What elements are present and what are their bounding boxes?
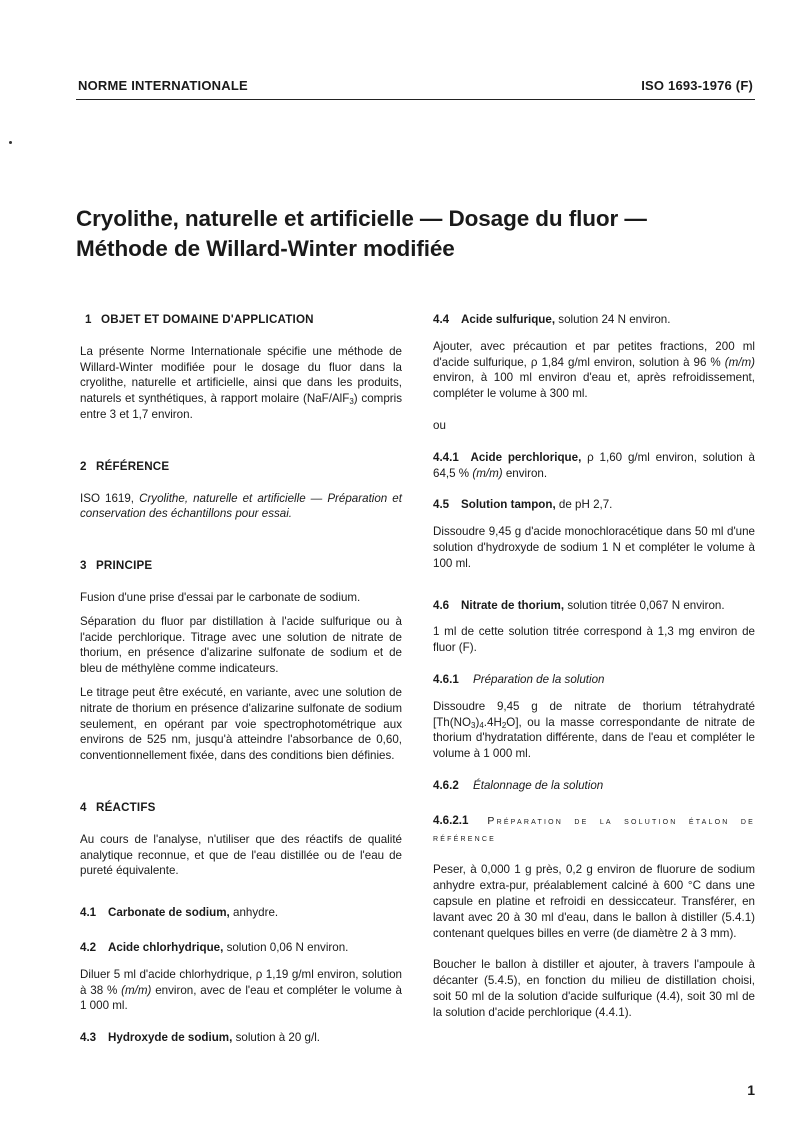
subsection-number: 4.4.1: [433, 450, 459, 464]
reference-number: ISO 1619,: [80, 491, 135, 505]
section-4-paragraph: Au cours de l'analyse, n'utiliser que des réactifs de qualité analytique reconnue, et que de l'eau distillée ou de l'eau de pureté équivalente.: [80, 832, 402, 878]
section-4-3-heading: [80, 1030, 402, 1046]
section-4-2-heading: [80, 940, 402, 956]
section-4-5-heading: [433, 497, 755, 513]
subsection-text: de pH 2,7.: [558, 498, 613, 512]
section-number: 4: [80, 800, 87, 814]
page-number: 1: [747, 1082, 755, 1098]
left-column: [80, 312, 402, 1057]
text: Diluer 5 ml d'acide chlorhydrique, ρ 1,19 g/ml environ, solution à 38 %: [80, 967, 402, 997]
section-3-paragraph-2: Séparation du fluor par distillation à l'acide sulfurique ou à l'acide perchlorique. Titrage avec une solution de nitrate de thorium, en présence d'alizarine sulfonate de sodium et de bleu de méthylène comme indicateurs.: [80, 614, 402, 676]
section-1-heading: [85, 312, 402, 328]
text: ρ 1,60 g/ml environ, solution à 64,5 %: [433, 450, 755, 480]
section-1-paragraph: [80, 344, 402, 423]
subsection-number: 4.6.2: [433, 778, 459, 792]
subsection-number: 4.6.2.1: [433, 813, 469, 827]
subsection-title: Préparation de la solution: [473, 672, 605, 686]
document-title: [76, 204, 736, 264]
section-number: 1: [85, 313, 92, 326]
section-4-2-paragraph: [80, 967, 402, 1014]
section-4-6-2-1-heading: [433, 813, 755, 847]
subscript: 4: [479, 720, 484, 730]
section-2-heading: [80, 459, 402, 475]
subsection-label: Hydroxyde de sodium,: [108, 1031, 233, 1045]
subsection-title: Étalonnage de la solution: [473, 778, 604, 792]
section-4-6-2-1-paragraph-1: Peser, à 0,000 1 g près, 0,2 g environ de fluorure de sodium anhydre extra-pur, préalablement calciné à 600 °C dans une capsule en platine et refroidi en dessiccateur. Transférer, en lavant avec 20 à 30 ml d'eau, dans le ballon à distiller (5.4.1) contenant quelques billes en verre (de diamètre 2 à 3 mm).: [433, 863, 755, 940]
title-line-1: Cryolithe, naturelle et artificielle — Dosage du fluor —: [76, 206, 647, 231]
margin-dot: [9, 141, 12, 144]
section-4-6-2-1-paragraph-2: Boucher le ballon à distiller et ajouter, à travers l'ampoule à décanter (5.4.5), en fonction du milieu de distillation choisi, soit 50 ml de la solution d'acide sulfurique (4.4), soit 30 ml de la solution d'acide perchlorique (4.4.1).: [433, 958, 755, 1019]
section-2-reference: [80, 491, 402, 523]
text-italic: (m/m): [724, 355, 755, 369]
subsection-label: Acide perchlorique,: [470, 450, 582, 464]
text: La présente Norme Internationale spécifie une méthode de Willard-Winter modifiée pour le dosage du fluor dans la cryolithe, naturelle et artificielle, ainsi que dans les produits, naturels et synthétiques, à rapport molaire (NaF/AlF: [80, 344, 402, 406]
section-4-4-1: [433, 450, 755, 482]
subscript: 2: [501, 720, 507, 730]
subsection-label: Carbonate de sodium,: [108, 906, 230, 920]
title-line-2: Méthode de Willard-Winter modifiée: [76, 236, 455, 261]
section-4-5-paragraph: Dissoudre 9,45 g d'acide monochloracétique dans 50 ml d'une solution d'hydroxyde de sodium 1 N et compléter le volume à 100 ml.: [433, 525, 755, 570]
section-title: OBJET ET DOMAINE D'APPLICATION: [101, 313, 314, 326]
header-left-label: NORME INTERNATIONALE: [78, 78, 248, 93]
subsection-text: solution titrée 0,067 N environ.: [567, 598, 725, 612]
section-4-4-heading: [433, 312, 755, 328]
subsection-label: Solution tampon,: [461, 498, 556, 512]
text: environ, avec de l'eau et compléter le volume à 1 000 ml.: [80, 983, 402, 1013]
text: Ajouter, avec précaution et par petites fractions, 200 ml d'acide sulfurique, ρ 1,84 g/ml environ, solution à 96 %: [433, 339, 755, 369]
section-4-heading: [80, 800, 402, 816]
subsection-label: Acide sulfurique,: [461, 313, 556, 326]
section-3-paragraph-3: Le titrage peut être exécuté, en variante, avec une solution de nitrate de thorium en présence d'alizarine sulfonate de sodium seulement, en opérant par voie spectrophotométrique aux environs de 525 nm, jusqu'à atteindre l'absorbance de 0,60, conventionnellement fixée, dans des conditions bien définies.: [80, 685, 402, 763]
section-title: PRINCIPE: [96, 559, 153, 573]
text: Dissoudre 9,45 g de nitrate de thorium tétrahydraté [Th(NO: [433, 699, 755, 729]
subsection-number: 4.6.1: [433, 672, 459, 686]
reference-title: Cryolithe, naturelle et artificielle — Préparation et conservation des échantillons pour essai.: [80, 491, 402, 521]
section-4-6-paragraph: 1 ml de cette solution titrée correspond à 1,3 mg environ de fluor (F).: [433, 625, 755, 655]
subsection-label: Acide chlorhydrique,: [108, 940, 224, 954]
section-3-heading: [80, 558, 402, 574]
section-3-paragraph-1: Fusion d'une prise d'essai par le carbonate de sodium.: [80, 590, 361, 604]
subsection-number: 4.5: [433, 498, 450, 512]
text-italic: (m/m): [472, 466, 503, 480]
section-title: RÉACTIFS: [96, 800, 156, 814]
section-number: 3: [80, 559, 87, 573]
text: O], ou la masse correspondante de nitrate de thorium d'hydratation différente, dans de l'eau et compléter le volume à 1 000 ml.: [433, 715, 755, 761]
subsection-number: 4.1: [80, 906, 97, 920]
subsection-text: solution 0,06 N environ.: [226, 940, 349, 954]
section-4-6-1-paragraph: [433, 699, 755, 762]
section-4-6-2-heading: [433, 778, 755, 794]
subsection-text: solution à 20 g/l.: [235, 1031, 321, 1045]
section-title: RÉFÉRENCE: [96, 459, 170, 473]
subsection-text: anhydre.: [233, 906, 279, 920]
section-4-1-heading: [80, 905, 402, 921]
section-number: 2: [80, 459, 87, 473]
section-4-6-1-heading: [433, 672, 755, 688]
text: ): [475, 715, 480, 729]
subsection-text: solution 24 N environ.: [558, 313, 671, 326]
subsection-number: 4.4: [433, 313, 450, 326]
text: environ, à 100 ml environ d'eau et, après refroidissement, compléter le volume à 300 ml.: [433, 371, 755, 401]
subsection-label: Nitrate de thorium,: [461, 598, 565, 612]
subscript: 3: [471, 720, 476, 730]
header-rule: [76, 99, 755, 100]
subsection-number: 4.2: [80, 940, 97, 954]
header-standard-number: ISO 1693-1976 (F): [641, 78, 753, 93]
subscript: 3: [349, 397, 354, 407]
subsection-number: 4.6: [433, 598, 450, 612]
text: environ.: [502, 466, 548, 480]
text: .4H: [483, 715, 502, 729]
right-column: [433, 312, 755, 1029]
text: ) compris entre 3 et 1,7 environ.: [80, 392, 402, 421]
subsection-title: Préparation de la solution étalon de référence: [433, 814, 755, 844]
or-connector: ou: [433, 418, 446, 432]
section-4-4-paragraph: [433, 339, 755, 402]
subsection-number: 4.3: [80, 1031, 97, 1045]
text-italic: (m/m): [121, 983, 152, 997]
section-4-6-heading: [433, 598, 755, 614]
